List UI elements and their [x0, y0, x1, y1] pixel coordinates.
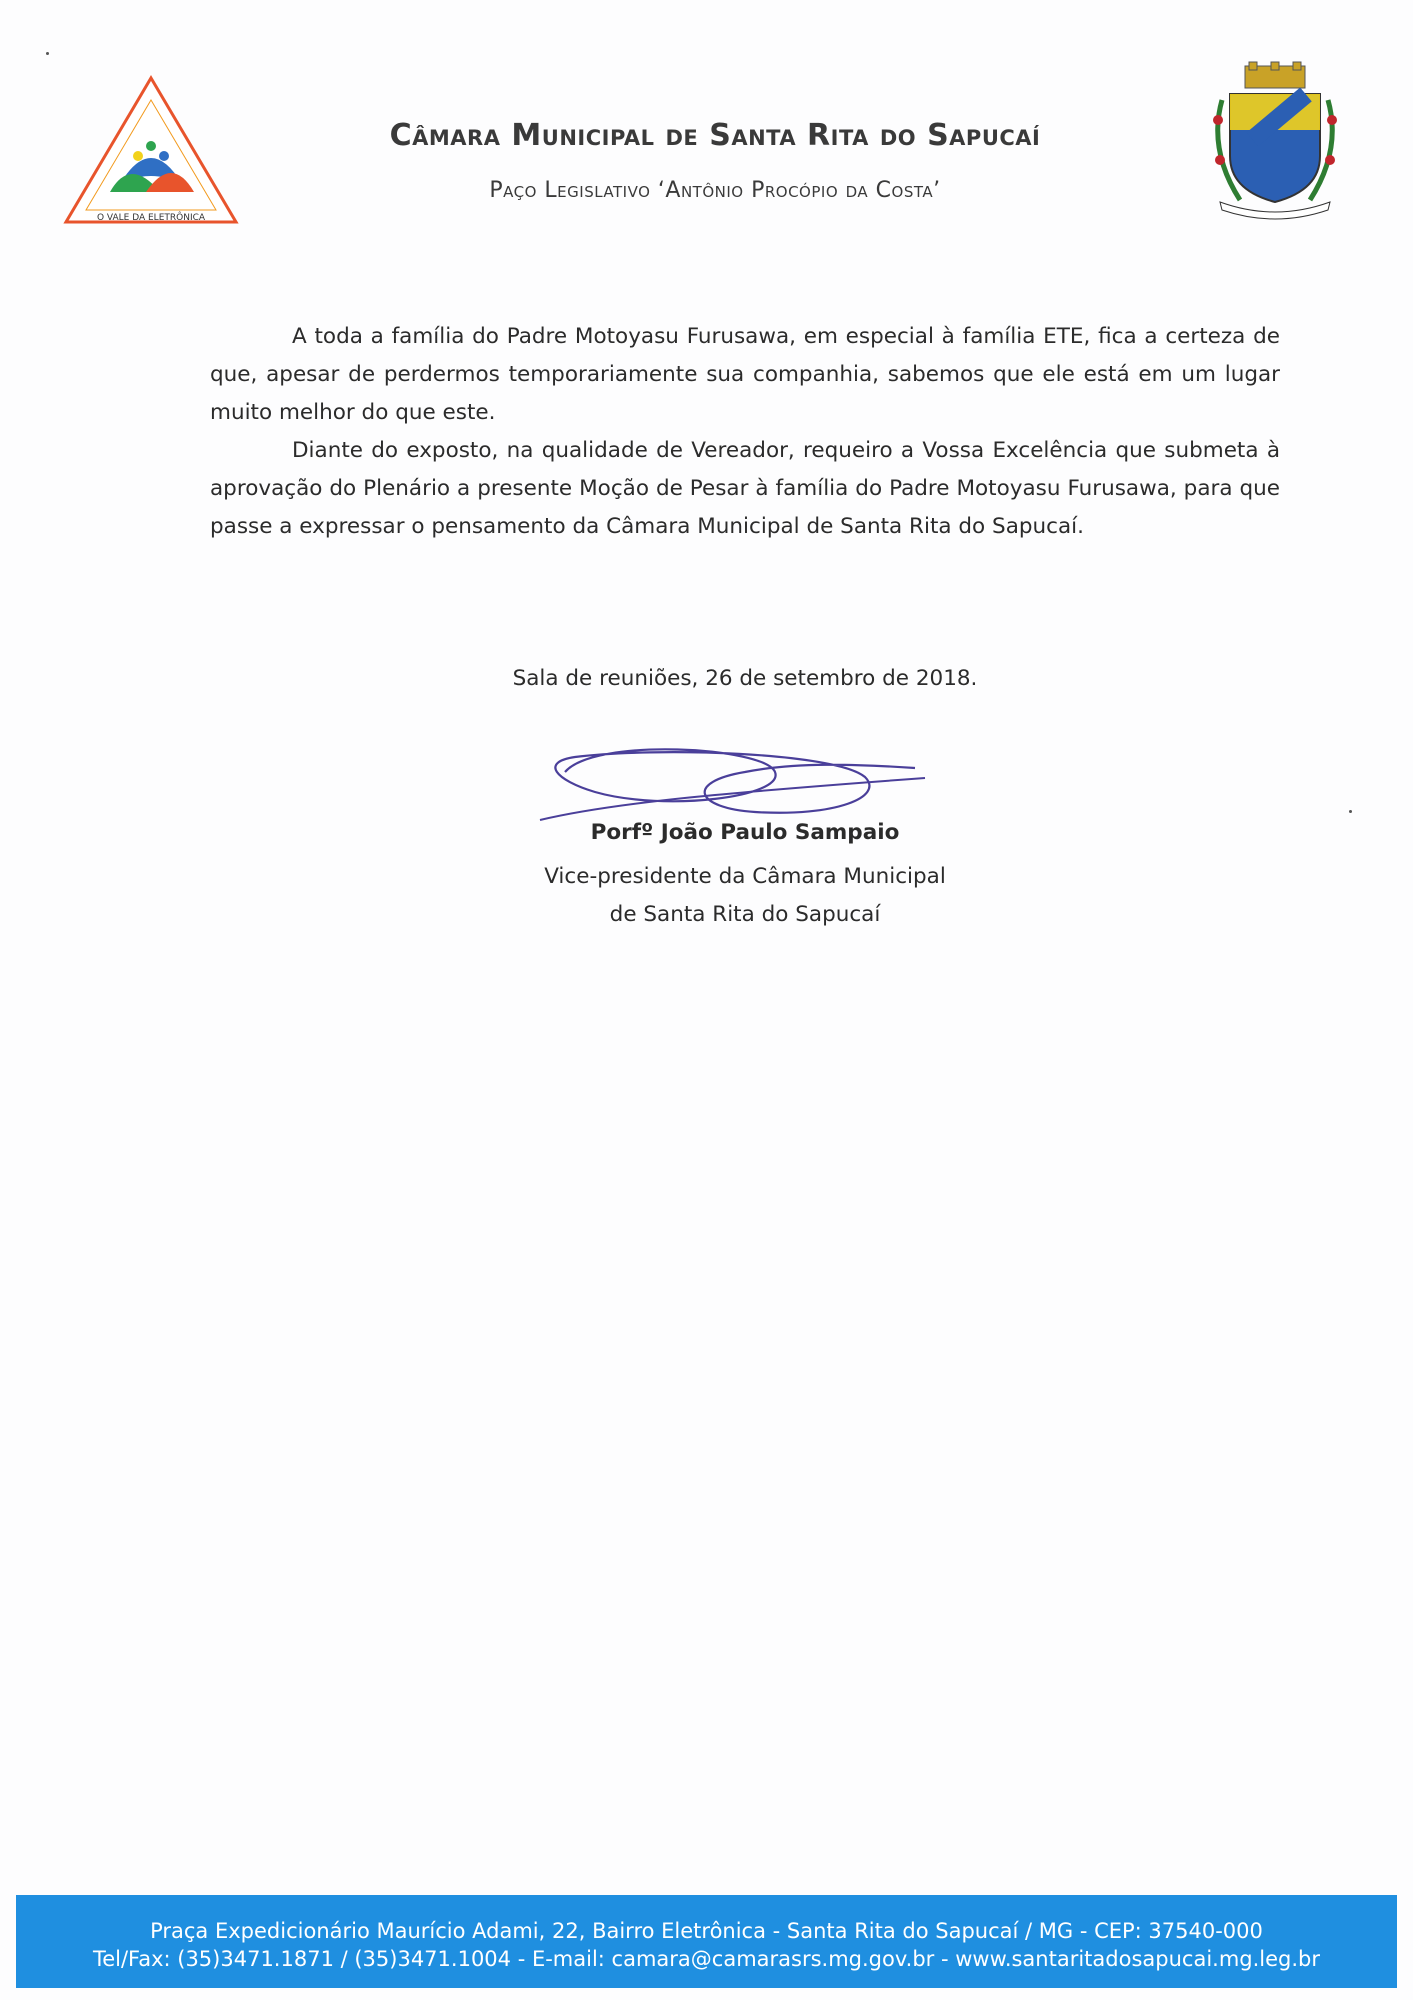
municipal-coat-of-arms-icon [1200, 60, 1350, 220]
footer-contacts: Tel/Fax: (35)3471.1871 / (35)3471.1004 - E-mail: camara@camarasrs.mg.gov.br - www.santaritadosapucai.mg.leg.br [92, 1947, 1321, 1971]
signatory-role-line: Vice-presidente da Câmara Municipal [544, 864, 946, 889]
scan-speck [46, 52, 49, 55]
footer [16, 1895, 1397, 1988]
svg-text:O VALE DA ELETRÔNICA: O VALE DA ELETRÔNICA [96, 213, 206, 223]
camara-triangle-logo-icon [60, 72, 242, 232]
paragraph: Diante do exposto, na qualidade de Vereador, requeiro a Vossa Excelência que submeta à aprovação do Plenário a presente Moção de Pesar à família do Padre Motoyasu Furusawa, para que passe a expressar o pensamento da Câmara Municipal de Santa Rita do Sapucaí. [210, 438, 1280, 539]
page-title: Câmara Municipal de Santa Rita do Sapucaí [389, 118, 1041, 153]
page-subtitle: Paço Legislativo ‘Antônio Procópio da Costa’ [489, 178, 941, 203]
date-line: Sala de reuniões, 26 de setembro de 2018. [512, 666, 978, 691]
scan-speck [1349, 810, 1352, 813]
signatory-name: Porfº João Paulo Sampaio [590, 820, 900, 845]
body-text [210, 318, 1280, 546]
signatory-role [470, 858, 1020, 934]
footer-address: Praça Expedicionário Maurício Adami, 22, Bairro Eletrônica - Santa Rita do Sapucaí / MG - CEP: 37540-000 [150, 1919, 1263, 1943]
paragraph: A toda a família do Padre Motoyasu Furusawa, em especial à família ETE, fica a certeza de que, apesar de perdermos temporariamente sua companhia, sabemos que ele está em um lugar muito melhor do que este. [210, 324, 1280, 425]
signatory-role-line: de Santa Rita do Sapucaí [609, 902, 881, 927]
